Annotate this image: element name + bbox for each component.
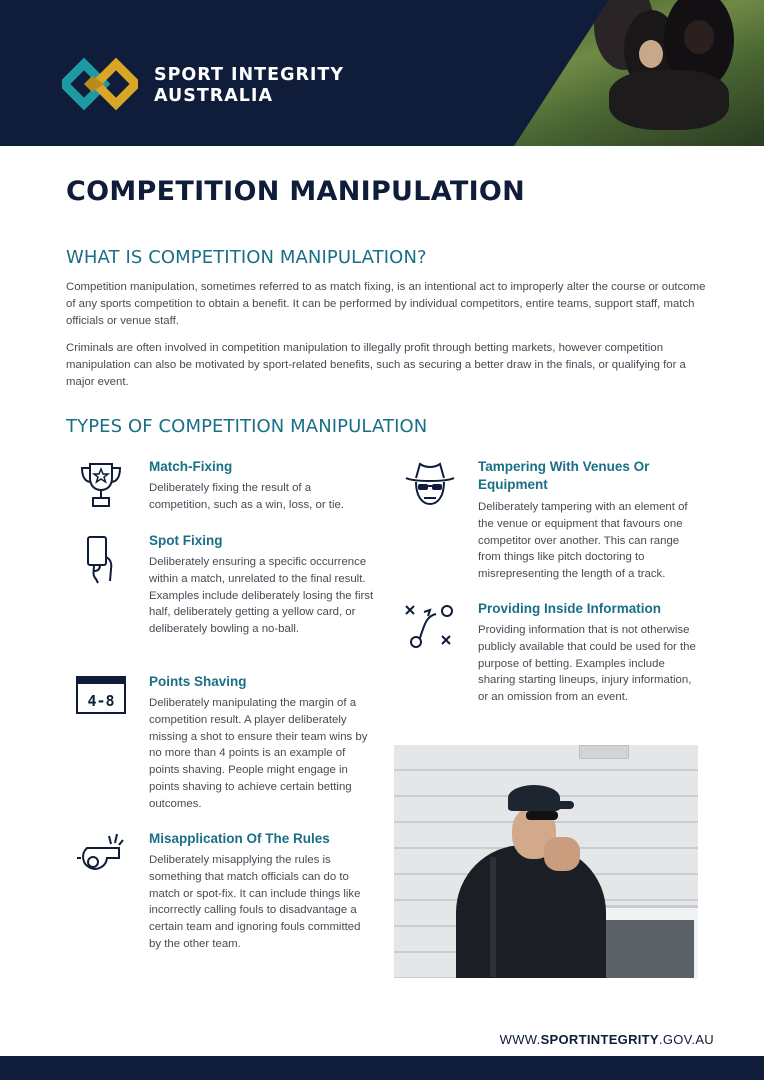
footer-bar — [0, 1056, 764, 1080]
sport-integrity-logo — [62, 54, 138, 116]
brand-line-2: AUSTRALIA — [154, 86, 273, 106]
what-paragraph-1: Competition manipulation, sometimes referred to as match fixing, is an intentional act to improperly alter the course or outcome of any sports competition to obtain a benefit. It can be performed by individual competitors, entire teams, support staff, match officials or venue staff. — [66, 281, 706, 327]
url-bold: SPORTINTEGRITY — [540, 1032, 659, 1047]
item-title-inside-info: Providing Inside Information — [478, 601, 662, 616]
item-desc-tampering: Deliberately tampering with an element of the venue or equipment that favours one competitor over another. This can range from things like pitch doctoring to misrepresenting the length of a track. — [478, 501, 688, 581]
item-desc-spot-fixing: Deliberately ensuring a specific occurrence within a match, unrelated to the final result. Examples include deliberately losing the first half, deliberately getting a yellow card, or deliberately bowling a no-ball. — [149, 556, 374, 636]
header-photo — [514, 0, 764, 146]
url-prefix: WWW. — [499, 1032, 541, 1047]
item-title-misapplication: Misapplication Of The Rules — [149, 831, 330, 846]
website-url[interactable] — [500, 1032, 714, 1047]
what-paragraph-2: Criminals are often involved in competition manipulation to illegally profit through betting markets, however competition manipulation can also be motivated by sport-related benefits, such as securing a better draw in the finals, or qualifying for a major event. — [66, 342, 686, 388]
header-banner — [0, 0, 764, 146]
playbook-icon — [402, 602, 458, 650]
brand-line-1: SPORT INTEGRITY — [154, 65, 345, 85]
url-suffix: .GOV.AU — [658, 1032, 714, 1047]
scoreboard-icon — [75, 675, 127, 715]
item-title-points-shaving: Points Shaving — [149, 674, 247, 689]
types-heading: TYPES OF COMPETITION MANIPULATION — [66, 416, 428, 437]
item-desc-misapplication: Deliberately misapplying the rules is something that match officials can do to match or spot-fix. It can include things like incorrectly calling fouls to disadvantage a certain team and ignoring fouls committed by the other team. — [149, 854, 361, 950]
official-photo — [394, 745, 698, 978]
item-title-tampering: Tampering With Venues Or Equipment — [478, 459, 650, 492]
item-title-match-fixing: Match-Fixing — [149, 459, 233, 474]
item-desc-points-shaving: Deliberately manipulating the margin of a competition result. A player deliberately missing a shot to ensure their team wins by no more than 4 points is an example of points shaving. People might engage in points shaving to achieve certain betting outcomes. — [149, 697, 368, 810]
item-desc-match-fixing: Deliberately fixing the result of a competition, such as a win, loss, or tie. — [149, 482, 344, 511]
spy-icon — [404, 460, 456, 508]
item-desc-inside-info: Providing information that is not otherwise publicly available that could be used for the purpose of betting. Examples include sharing starting lineups, injury information, or an omission from an event. — [478, 624, 696, 704]
scoreboard-score: 4-8 — [87, 692, 115, 710]
what-heading: WHAT IS COMPETITION MANIPULATION? — [66, 247, 427, 268]
whistle-icon — [73, 832, 129, 876]
trophy-icon — [78, 460, 124, 510]
card-hand-icon — [84, 535, 120, 585]
page-title: COMPETITION MANIPULATION — [66, 176, 526, 207]
item-title-spot-fixing: Spot Fixing — [149, 533, 223, 548]
brand-name — [154, 65, 344, 107]
